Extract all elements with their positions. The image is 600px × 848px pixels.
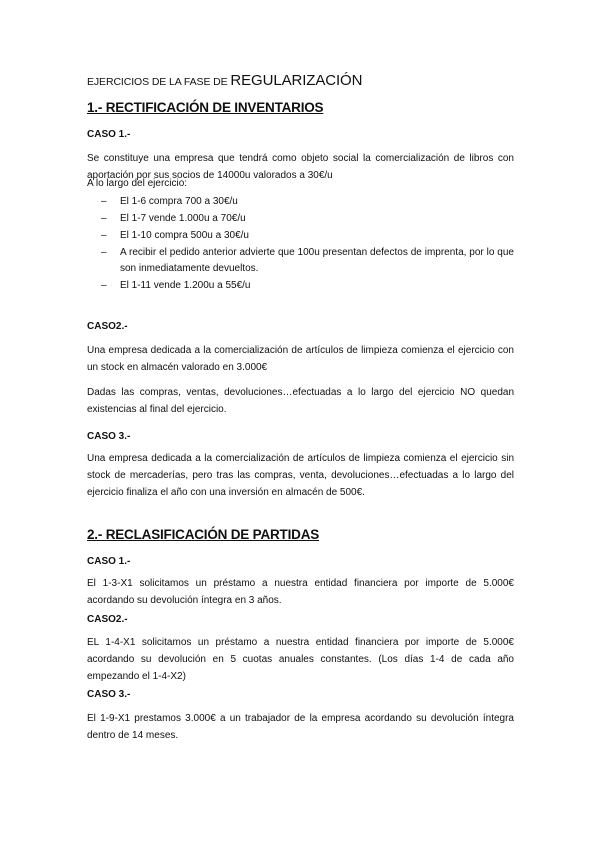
list-item-text: A recibir el pedido anterior advierte que 100u presentan defectos de imprenta, por lo que son inmediatamente devueltos. [120, 247, 514, 274]
paragraph-s1-caso1-lead: A lo largo del ejercicio: [87, 178, 188, 189]
dash-bullet: – [101, 280, 107, 291]
paragraph-s2-caso1-p1: El 1-3-X1 solicitamos un préstamo a nuestra entidad financiera por importe de 5.000€ acordando su devolución íntegra en 3 años. [87, 578, 514, 606]
section-heading-reclasificacion: 2.- RECLASIFICACIÓN DE PARTIDAS [87, 527, 320, 542]
list-item-text: El 1-10 compra 500u a 30€/u [120, 230, 249, 241]
dash-bullet: – [101, 196, 107, 207]
list-item-text: El 1-11 vende 1.200u a 55€/u [120, 280, 251, 291]
list-item-text: El 1-7 vende 1.000u a 70€/u [120, 213, 246, 224]
case-label-s1-caso1: CASO 1.- [87, 129, 131, 140]
paragraph-s1-caso2-p1: Una empresa dedicada a la comercialización de artículos de limpieza comienza el ejercicio con un stock en almacén valorado en 3.000€ [87, 345, 514, 373]
operations-list [101, 194, 514, 295]
list-item [101, 211, 514, 227]
list-item [101, 194, 514, 210]
list-item [101, 245, 514, 277]
paragraph-s1-caso3-p1: Una empresa dedicada a la comercialización de artículos de limpieza comienza el ejercicio sin stock de mercaderías, pero tras las compras, venta, devoluciones…efectuadas a lo largo del ejercicio finaliza el año con una inversión en almacén de 500€. [87, 453, 514, 498]
paragraph-s2-caso2-p1: EL 1-4-X1 solicitamos un préstamo a nuestra entidad financiera por importe de 5.000€ acordando su devolución en 5 cuotas anuales constantes. (Los días 1-4 de cada año empezando el 1-4-X2) [87, 637, 514, 682]
dash-bullet: – [101, 230, 107, 241]
case-label-s2-caso3: CASO 3.- [87, 689, 131, 700]
case-label-s1-caso2: CASO2.- [87, 321, 128, 332]
case-label-s1-caso3: CASO 3.- [87, 431, 131, 442]
paragraph-s1-caso1-intro: Se constituye una empresa que tendrá como objeto social la comercialización de libros con aportación por sus socios de 14000u valorados a 30€/u [87, 153, 514, 181]
list-item-text: El 1-6 compra 700 a 30€/u [120, 196, 238, 207]
section-heading-rectificacion: 1.- RECTIFICACIÓN DE INVENTARIOS [87, 100, 324, 115]
paragraph-s2-caso3-p1: El 1-9-X1 prestamos 3.000€ a un trabajador de la empresa acordando su devolución íntegra dentro de 14 meses. [87, 713, 514, 741]
document-title-emphasis: REGULARIZACIÓN [230, 72, 363, 89]
case-label-s2-caso2: CASO2.- [87, 614, 128, 625]
document-title [87, 72, 362, 89]
document-title-prefix: EJERCICIOS DE LA FASE DE [87, 76, 231, 88]
list-item [101, 228, 514, 244]
dash-bullet: – [101, 213, 107, 224]
dash-bullet: – [101, 247, 107, 258]
paragraph-s1-caso2-p2: Dadas las compras, ventas, devoluciones…efectuadas a lo largo del ejercicio NO quedan existencias al final del ejercicio. [87, 387, 514, 415]
list-item [101, 278, 514, 294]
case-label-s2-caso1: CASO 1.- [87, 556, 131, 567]
